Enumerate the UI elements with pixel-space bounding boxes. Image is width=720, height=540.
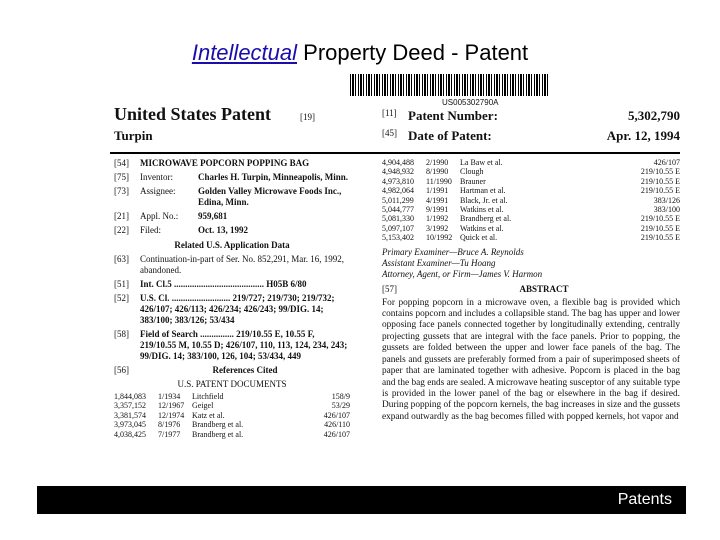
reference-date: 2/1990 [426, 158, 449, 167]
patent-number-label: Patent Number: [408, 108, 498, 123]
header-ref: [19] [300, 112, 315, 122]
patent-header-title: United States Patent [114, 104, 271, 124]
reference-date: 9/1991 [426, 205, 449, 215]
reference-no: 4,038,425 [114, 429, 146, 439]
field-us-cl [114, 293, 350, 326]
barcode [350, 74, 550, 96]
reference-no: 4,973,810 [382, 176, 414, 186]
field-filed [114, 225, 350, 236]
reference-cls: 426/107 [323, 410, 350, 420]
reference-no: 4,904,488 [382, 158, 414, 167]
patent-document [110, 74, 680, 486]
us-patent-docs-heading: U.S. PATENT DOCUMENTS [177, 379, 287, 389]
reference-cls: 219/10.55 E [640, 233, 680, 243]
field-num: [63] [114, 254, 129, 264]
reference-cls: 158/9 [331, 392, 350, 401]
reference-name: Brandberg et al. [460, 214, 512, 224]
reference-row [382, 224, 680, 233]
field-value: MICROWAVE POPCORN POPPING BAG [140, 158, 310, 168]
reference-row [382, 186, 680, 195]
reference-no: 3,381,574 [114, 410, 146, 420]
number-tag: [11] [382, 108, 397, 118]
reference-date: 3/1992 [426, 223, 449, 233]
reference-date: 4/1991 [426, 195, 449, 205]
reference-cls: 219/10.55 E [640, 214, 680, 224]
examiners [382, 247, 680, 280]
reference-name: Brandberg et al. [192, 429, 244, 439]
field-label: Assignee: [140, 186, 176, 196]
reference-date: 12/1967 [158, 401, 185, 411]
reference-date: 12/1974 [158, 410, 185, 420]
field-title [114, 158, 350, 169]
field-value: Oct. 13, 1992 [198, 225, 248, 235]
reference-cls: 219/10.55 E [640, 167, 680, 177]
reference-name: Geigel [192, 401, 214, 411]
references-heading-row [114, 365, 350, 376]
attorney: Attorney, Agent, or Firm—James V. Harmon [382, 268, 543, 279]
reference-no: 5,097,107 [382, 223, 414, 233]
references-heading: References Cited [212, 365, 278, 375]
primary-examiner: Primary Examiner—Bruce A. Reynolds [382, 246, 524, 257]
assistant-examiner: Assistant Examiner—Tu Hoang [382, 257, 496, 268]
reference-row [382, 167, 680, 176]
reference-name: Litchfield [192, 392, 224, 401]
field-num: [51] [114, 279, 129, 289]
reference-name: Watkins et al. [460, 223, 504, 233]
reference-no: 1,844,083 [114, 392, 146, 401]
field-related [114, 254, 350, 276]
reference-name: Black, Jr. et al. [460, 195, 508, 205]
reference-cls: 219/10.55 E [640, 176, 680, 186]
reference-date: 1/1992 [426, 214, 449, 224]
abstract-tag: [57] [382, 283, 397, 294]
intellectual-link[interactable]: Intellectual [191, 40, 298, 65]
field-num: [75] [114, 172, 129, 182]
reference-cls: 219/10.55 E [640, 223, 680, 233]
reference-row [114, 411, 350, 420]
patent-number-value: 5,302,790 [628, 108, 680, 123]
header-rule [110, 152, 680, 154]
reference-row [382, 205, 680, 214]
reference-row [114, 420, 350, 429]
reference-date: 1/1991 [426, 186, 449, 196]
field-value: Field of Search ............... 219/10.55 E, 10.55 F, 219/10.55 M, 10.55 D; 426/107, 110, 113, 124, 234, 243; 99/DIG. 14; 383/100, 126, 104; 53/434, 449 [140, 329, 348, 361]
field-label: Filed: [140, 225, 162, 235]
reference-cls: 219/10.55 E [640, 186, 680, 196]
reference-name: La Baw et al. [460, 158, 503, 167]
reference-no: 3,973,045 [114, 420, 146, 430]
field-num: [22] [114, 225, 129, 235]
date-tag: [45] [382, 128, 397, 138]
reference-row [382, 177, 680, 186]
abstract-heading: ABSTRACT [519, 283, 569, 294]
field-label: Appl. No.: [140, 211, 179, 221]
reference-no: 3,357,152 [114, 401, 146, 411]
field-assignee [114, 186, 350, 208]
reference-no: 4,982,064 [382, 186, 414, 196]
field-value: 959,681 [198, 211, 228, 221]
field-label: Inventor: [140, 172, 173, 182]
field-num: [54] [114, 158, 129, 168]
slide-title-rest: Property Deed - Patent [297, 40, 529, 65]
reference-row [382, 214, 680, 223]
field-value: U.S. Cl. .......................... 219/727; 219/730; 219/732; 426/107; 426/113; 426/234; 426/243; 99/DIG. 14; 383/100; 383/126; 53/434 [140, 293, 335, 325]
field-search [114, 329, 350, 362]
field-num: [58] [114, 329, 129, 339]
reference-name: Quick et al. [460, 233, 498, 243]
reference-no: 5,081,330 [382, 214, 414, 224]
field-inventor [114, 172, 350, 183]
field-value: Golden Valley Microwave Foods Inc., Edina, Minn. [198, 186, 342, 207]
reference-name: Clough [460, 167, 484, 177]
left-references-list [114, 392, 350, 439]
reference-date: 1/1934 [158, 392, 181, 401]
field-num: [73] [114, 186, 129, 196]
reference-row [114, 392, 350, 401]
inventor-surname: Turpin [114, 128, 153, 143]
reference-name: Katz et al. [192, 410, 225, 420]
reference-cls: 383/100 [653, 205, 680, 215]
reference-cls: 53/29 [331, 401, 350, 411]
barcode-number: US005302790A [442, 98, 499, 107]
reference-row [382, 233, 680, 242]
field-appl-no [114, 211, 350, 222]
related-data-heading: Related U.S. Application Data [174, 240, 290, 250]
reference-no: 5,044,777 [382, 205, 414, 215]
field-num: [21] [114, 211, 129, 221]
reference-row [382, 158, 680, 167]
reference-cls: 426/110 [324, 420, 350, 430]
reference-name: Watkins et al. [460, 205, 504, 215]
slide-title [0, 40, 720, 66]
reference-row [114, 401, 350, 410]
footer-bar [37, 486, 686, 514]
abstract-text: For popping popcorn in a microwave oven, a flexible bag is provided which contains popcorn and includes a collapsible stand. The bag has upper and lower opposing face panels connected together by longitudinally extending, centrally projecting gussets that are integral with the face panels. Prior to popping, the gussets are folded between the upper and lower face panels of the bag. The panels and gussets are preferably formed from a pair of superimposed sheets of paper that are laminated together with adhesive. Popcorn is placed in the bag and the bag ends are sealed. A microwave heating susceptor of any suitable type is provided in the lower panel of the bag or elsewhere in the bag if desired. During popping of the popcorn kernels, the bag increases in size and the gussets expand outwardly as the bag becomes filled with popped kernels, hot vapor and [382, 297, 680, 422]
field-value: Int. Cl.5 ........................................ H05B 6/80 [140, 279, 307, 289]
right-column [382, 158, 680, 423]
reference-cls: 426/107 [653, 158, 680, 167]
reference-date: 10/1992 [426, 233, 453, 243]
reference-date: 8/1990 [426, 167, 449, 177]
reference-date: 8/1976 [158, 420, 181, 430]
field-num: [52] [114, 293, 129, 303]
reference-name: Brauner [460, 176, 486, 186]
reference-cls: 383/126 [653, 195, 680, 205]
reference-no: 5,153,402 [382, 233, 414, 243]
reference-no: 4,948,932 [382, 167, 414, 177]
field-num: [56] [114, 365, 129, 375]
left-column [114, 158, 350, 439]
patent-date-label: Date of Patent: [408, 128, 492, 143]
patent-number-block [382, 108, 680, 148]
reference-date: 11/1990 [426, 176, 452, 186]
reference-cls: 426/107 [323, 429, 350, 439]
patent-date-value: Apr. 12, 1994 [606, 128, 680, 143]
reference-date: 7/1977 [158, 429, 181, 439]
field-value: Continuation-in-part of Ser. No. 852,291, Mar. 16, 1992, abandoned. [140, 254, 344, 275]
reference-no: 5,011,299 [382, 195, 414, 205]
footer-label: Patents [617, 491, 672, 508]
reference-name: Brandberg et al. [192, 420, 244, 430]
right-references-list [382, 158, 680, 243]
field-value: Charles H. Turpin, Minneapolis, Minn. [198, 172, 349, 182]
reference-row [114, 430, 350, 439]
reference-name: Hartman et al. [460, 186, 506, 196]
abstract-heading-row [382, 284, 680, 295]
field-int-cl [114, 279, 350, 290]
reference-row [382, 196, 680, 205]
